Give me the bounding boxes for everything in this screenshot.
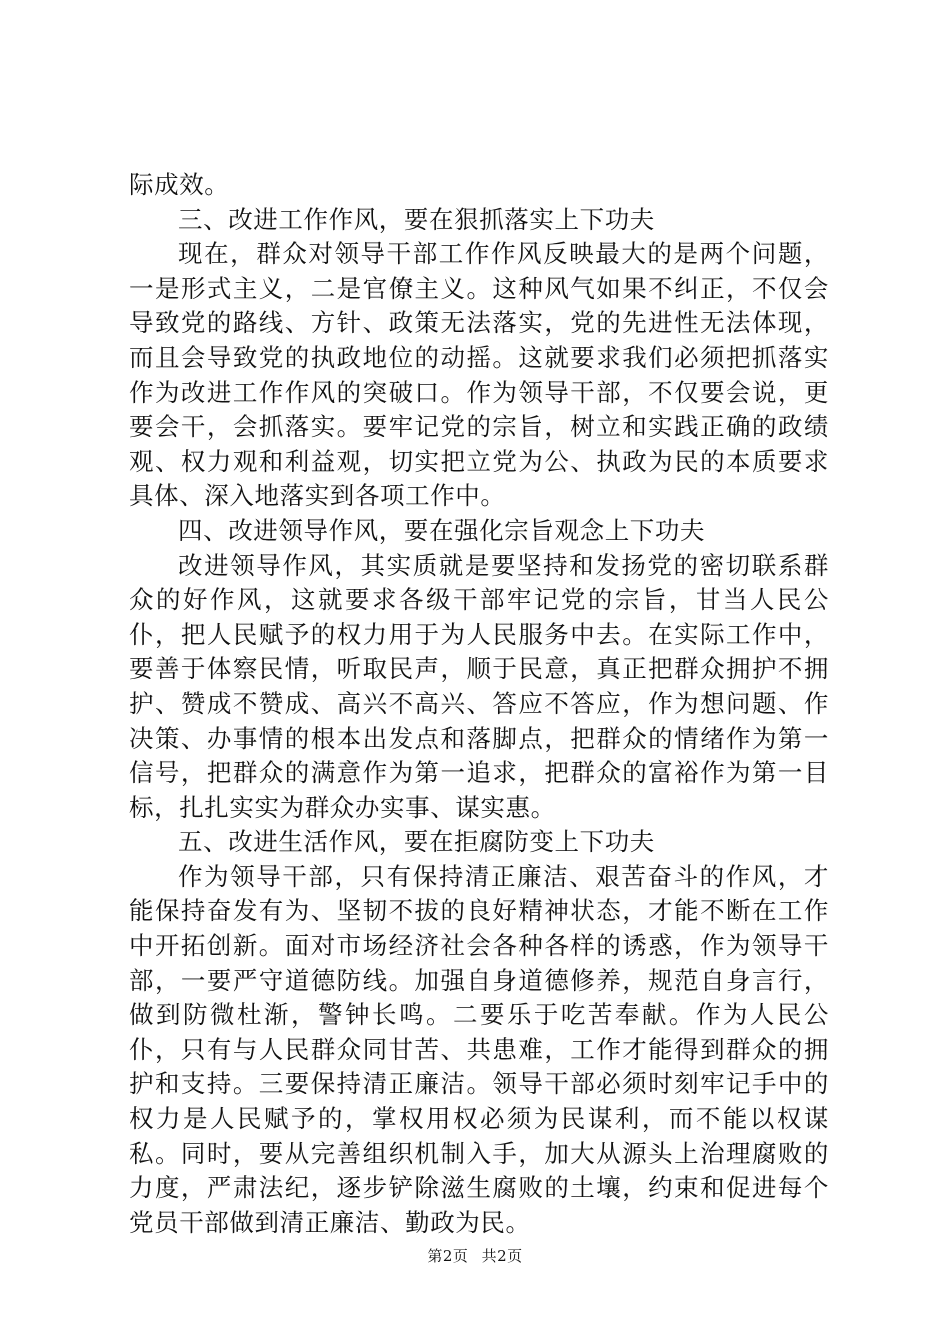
paragraph: 改进领导作风，其实质就是要坚持和发扬党的密切联系群众的好作风，这就要求各级干部牢记党的宗旨，甘当人民公仆，把人民赋予的权力用于为人民服务中去。在实际工作中，要善于体察民情，听取民声，顺于民意，真正把群众拥护不拥护、赞成不赞成、高兴不高兴、答应不答应，作为想问题、作决策、办事情的根本出发点和落脚点，把群众的情绪作为第一信号，把群众的满意作为第一追求，把群众的富裕作为第一目标，扎扎实实为群众办实事、谋实惠。 bbox=[129, 550, 829, 822]
section-heading-5: 五、改进生活作风，要在拒腐防变上下功夫 bbox=[178, 827, 655, 857]
page-number: 第2页 bbox=[427, 1247, 469, 1265]
page-footer bbox=[0, 1245, 950, 1266]
page-total: 共2页 bbox=[481, 1247, 523, 1265]
section-heading-3: 三、改进工作作风，要在狠抓落实上下功夫 bbox=[178, 204, 655, 234]
paragraph: 现在，群众对领导干部工作作风反映最大的是两个问题，一是形式主义，二是官僚主义。这种风气如果不纠正，不仅会导致党的路线、方针、政策无法落实，党的先进性无法体现，而且会导致党的执政地位的动摇。这就要求我们必须把抓落实作为改进工作作风的突破口。作为领导干部，不仅要会说，更要会干，会抓落实。要牢记党的宗旨，树立和实践正确的政绩观、权力观和利益观，切实把立党为公、执政为民的本质要求具体、深入地落实到各项工作中。 bbox=[129, 239, 829, 511]
document-body bbox=[129, 168, 829, 1240]
paragraph-continuation: 际成效。 bbox=[129, 170, 230, 199]
section-heading-4: 四、改进领导作风，要在强化宗旨观念上下功夫 bbox=[178, 515, 706, 545]
paragraph: 作为领导干部，只有保持清正廉洁、艰苦奋斗的作风，才能保持奋发有为、坚韧不拔的良好精神状态，才能不断在工作中开拓创新。面对市场经济社会各种各样的诱惑，作为领导干部，一要严守道德防线。加强自身道德修养，规范自身言行，做到防微杜渐，警钟长鸣。二要乐于吃苦奉献。作为人民公仆，只有与人民群众同甘苦、共患难，工作才能得到群众的拥护和支持。三要保持清正廉洁。领导干部必须时刻牢记手中的权力是人民赋予的，掌权用权必须为民谋利，而不能以权谋私。同时，要从完善组织机制入手，加大从源头上治理腐败的力度，严肃法纪，逐步铲除滋生腐败的土壤，约束和促进每个党员干部做到清正廉洁、勤政为民。 bbox=[129, 861, 829, 1237]
